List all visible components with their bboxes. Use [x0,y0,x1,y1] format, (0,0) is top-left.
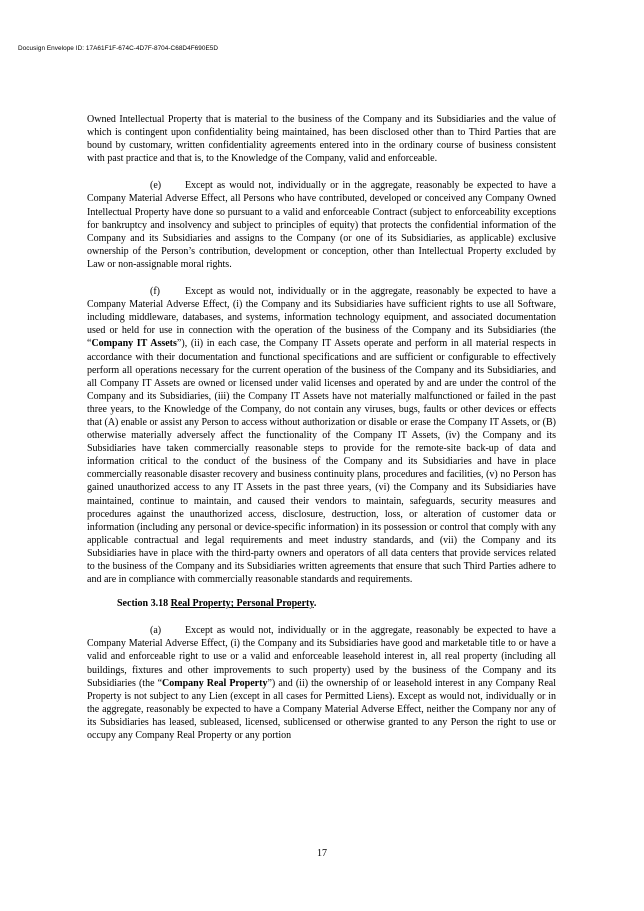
paragraph-text: Except as would not, individually or in the aggregate, reasonably be expected to have a Company Material Adverse Effect, all Persons who have contributed, developed or conceived any Company Owned Intellectual Property have done so pursuant to a valid and enforceable Contract (subject to enforceability exceptions for bankruptcy and insolvency and subject to principles of equity) that protects the confidential information of the Company and its Subsidiaries and assigns to the Company (or one of its Subsidiaries, as applicable) exclusive ownership of the Person’s contribution, development or conception, other than Intellectual Property excluded by Law or non-assignable moral rights. [87,180,556,270]
paragraph-label: (f) [150,286,160,298]
page-number: 17 [317,848,327,859]
section-heading [87,597,556,610]
paragraph-text: ”), (ii) in each case, the Company IT Assets operate and perform in all material respects in accordance with their documentation and functional specifications and are sufficient or configurable to effectively perform all operations necessary for the current operation of the business of the Company and its Subsidiaries, and all Company IT Assets are owned or licensed under valid licenses and operated by and are under the control of the Company and its Subsidiaries, (iii) the Company IT Assets have not materially malfunctioned or failed in the past three years, to the Knowledge of the Company, do not contain any viruses, bugs, faults or other devices or effects that (A) enable or assist any Person to access without authorization or disable or erase the Company IT Assets, or (B) otherwise materially adversely affect the functionality of the Company IT Assets, (iv) the Company and its Subsidiaries have taken commercially reasonable steps to provide for the remote-site back-up of data and information critical to the conduct of the business of the Company and its Subsidiaries and have in place commercially reasonable disaster recovery and business continuity plans, procedures and facilities, (v) no Person has gained unauthorized access to any IT Assets in the past three years, (vi) the Company and its Subsidiaries have maintained, continue to maintain, and caused their vendors to maintain, safeguards, security measures and procedures against the unauthorized access, disclosure, destruction, loss, or alteration of customer data or information (including any personal or device-specific information) in its possession or control that comply with any applicable contractual and legal requirements and meet industry standards, and (vii) the Company and its Subsidiaries have in place with the third-party owners and operators of all data centers that provide services related to the business of the Company and its Subsidiaries written agreements that ensure that such Third Parties adhere to and are in compliance with commercially reasonable standards and requirements. [87,338,557,586]
defined-term: Company IT Assets [91,338,177,350]
document-body [87,113,556,742]
paragraph-e [87,179,556,271]
paragraph-label: (a) [150,625,162,637]
paragraph-text: Except as would not, individually or in the aggregate, reasonably be expected to have a Company Material Adverse Effect, (i) the Company and its Subsidiaries have good and marketable title to or have a valid and enforceable right to use or a valid and enforceable leasehold interest in, all real property (including all buildings, fixtures and other improvements to such property) used by the business of the Company and its Subsidiaries (the “ [87,625,556,689]
defined-term: Company Real Property [162,677,268,689]
section-title: Real Property; Personal Property [170,598,314,610]
paragraph-f [87,285,556,586]
paragraph-a [87,624,556,742]
paragraph-text: ”) and (ii) the ownership of or leasehold interest in any Company Real Property is not subject to any Lien (except in all cases for Permitted Liens). Except as would not, individually or in the aggregate, reasonably be expected to have a Company Material Adverse Effect, neither the Company nor any of its Subsidiaries has leased, subleased, licensed, sublicensed or otherwise granted to any Person the right to use or occupy any Company Real Property or any portion [87,677,557,742]
paragraph-label: (e) [150,180,162,192]
section-trailing: . [313,598,317,610]
paragraph-continuation: Owned Intellectual Property that is material to the business of the Company and its Subsidiaries and the value of which is contingent upon confidentiality being maintained, has been disclosed other than to Third Parties that are bound by customary, written confidentiality agreements entered into in the ordinary course of business consistent with past practice and that is, to the Knowledge of the Company, valid and enforceable. [87,114,556,165]
docusign-envelope-id: Docusign Envelope ID: 17A61F1F-674C-4D7F-8704-C68D4F690E5D [18,45,219,52]
paragraph-text: Except as would not, individually or in the aggregate, reasonably be expected to have a Company Material Adverse Effect, (i) the Company and its Subsidiaries have sufficient rights to use all Software, including middleware, databases, and systems, information technology equipment, and associated documentation used or held for use in connection with the operation of the business of the Company and its Subsidiaries (the “ [87,286,556,350]
section-number: Section 3.18 [117,598,169,610]
